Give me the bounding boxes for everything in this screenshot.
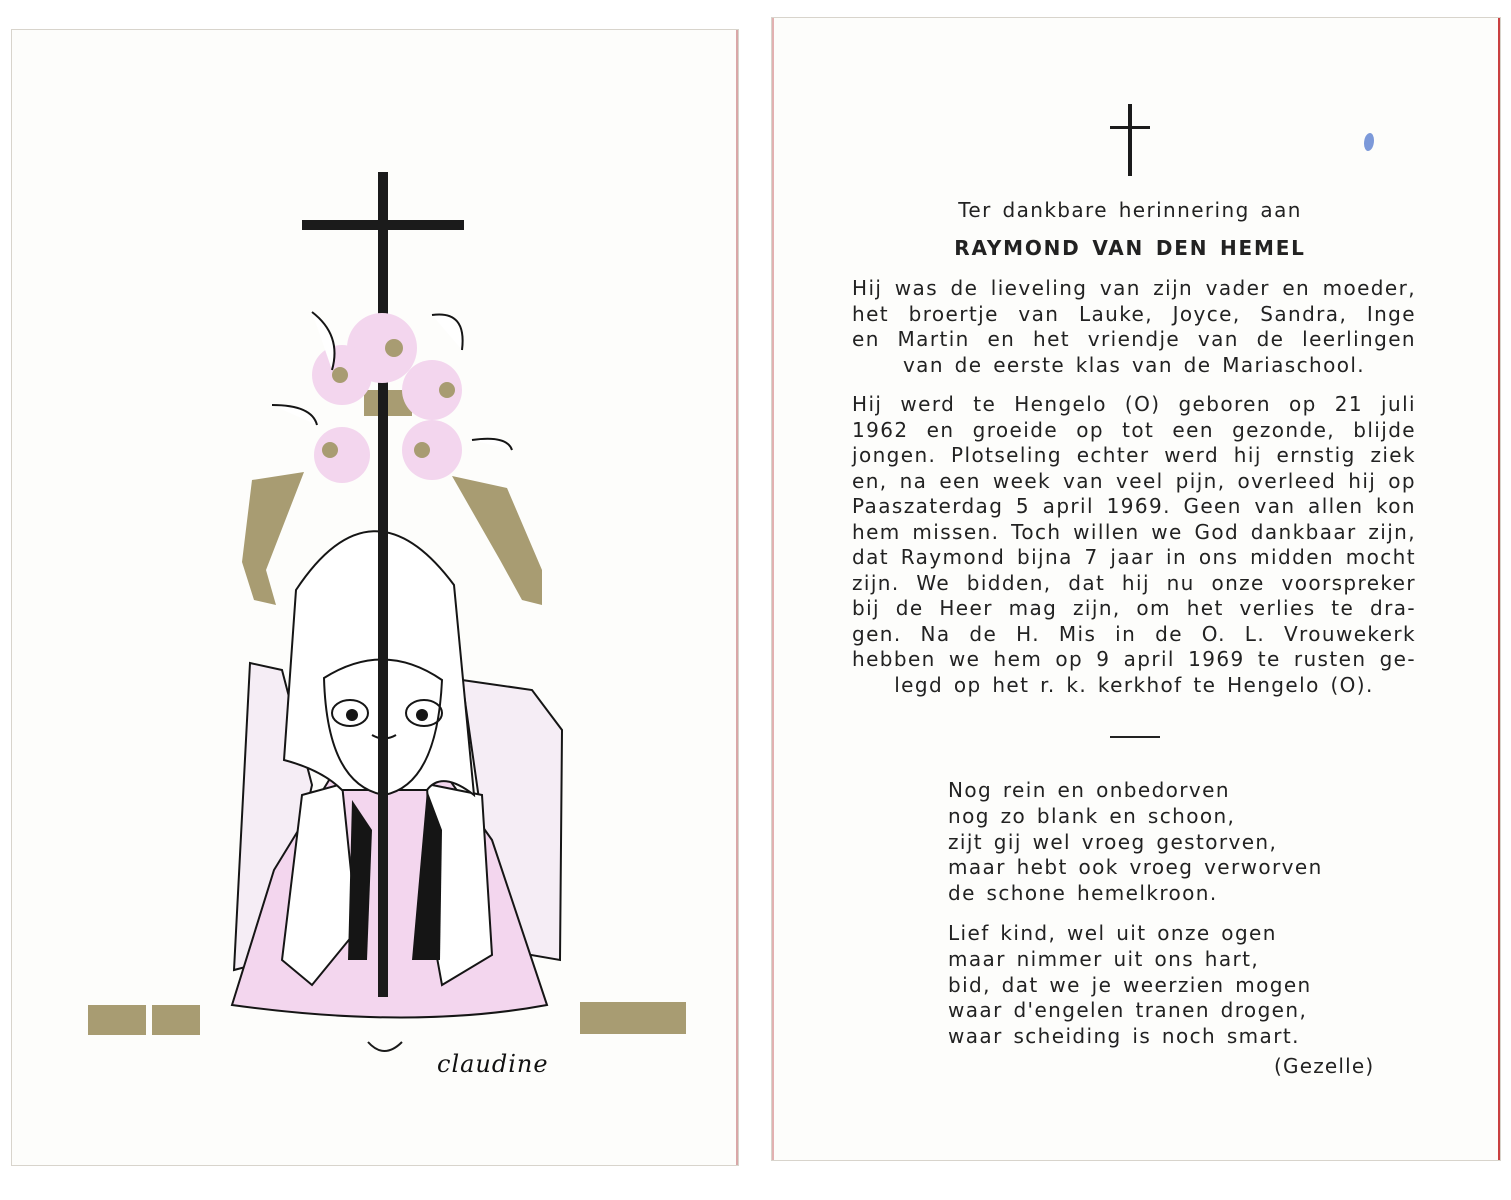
section-divider [1110, 736, 1160, 738]
biography-line: jongen. Plotseling echter werd hij ernstig ziek [852, 443, 1416, 467]
memorial-card-back [772, 18, 1500, 1160]
angel-artwork [12, 30, 736, 1165]
poem-line: de schone hemelkroon. [948, 881, 1218, 906]
biography-line: en, na een week van veel pijn, overleed hij op [852, 468, 1416, 493]
poem-line: bid, dat we je weerzien mogen [948, 972, 1312, 997]
biography-line: Hij werd te Hengelo (O) geboren op 21 juli [852, 392, 1416, 416]
poem-line: Nog rein en onbedorven [948, 778, 1230, 802]
biography-line: Hij was de lieveling van zijn vader en moeder, [852, 276, 1416, 300]
biography-line: hem missen. Toch willen we God dankbaar zijn, [852, 519, 1416, 544]
biography-line: Paaszaterdag 5 april 1969. Geen van allen kon [852, 494, 1416, 518]
poem-line: waar d'engelen tranen drogen, [948, 998, 1308, 1023]
biography-line: 1962 en groeide op tot een gezonde, blijde [852, 417, 1416, 442]
biography-line: legd op het r. k. kerkhof te Hengelo (O). [894, 672, 1374, 697]
biography-line: het broertje van Lauke, Joyce, Sandra, Inge [852, 301, 1416, 326]
poem-line: nog zo blank en schoon, [948, 803, 1236, 828]
poem-line: Lief kind, wel uit onze ogen [948, 921, 1277, 945]
memorial-heading: Ter dankbare herinnering aan [958, 198, 1302, 222]
poem-line: maar nimmer uit ons hart, [948, 946, 1260, 971]
poem-stanza-1 [948, 778, 1398, 907]
biography-line: van de eerste klas van de Mariaschool. [902, 352, 1366, 377]
biography-paragraph-1 [852, 276, 1416, 378]
poem-line: zijt gij wel vroeg gestorven, [948, 829, 1278, 854]
biography-line: dat Raymond bijna 7 jaar in ons midden mocht [852, 545, 1416, 569]
biography-line: hebben we hem op 9 april 1969 te rusten ge- [852, 647, 1416, 671]
artist-signature: claudine [437, 1050, 549, 1078]
poem-line: maar hebt ook vroeg verworven [948, 855, 1323, 880]
deceased-name: RAYMOND VAN DEN HEMEL [954, 236, 1306, 260]
biography-paragraph-2 [852, 392, 1416, 698]
poem-line: waar scheiding is noch smart. [948, 1024, 1300, 1049]
biography-line: zijn. We bidden, dat hij nu onze voorspreker [852, 570, 1416, 595]
memorial-card-front [12, 30, 738, 1165]
poem-stanza-2 [948, 921, 1398, 1050]
ink-spot [1364, 133, 1374, 151]
poem-author: (Gezelle) [1274, 1054, 1375, 1078]
biography-line: bij de Heer mag zijn, om het verlies te dra- [852, 596, 1416, 620]
cross-icon [1110, 104, 1150, 176]
biography-line: en Martin en het vriendje van de leerlingen [852, 327, 1416, 351]
biography-line: gen. Na de H. Mis in de O. L. Vrouwekerk [852, 621, 1416, 646]
